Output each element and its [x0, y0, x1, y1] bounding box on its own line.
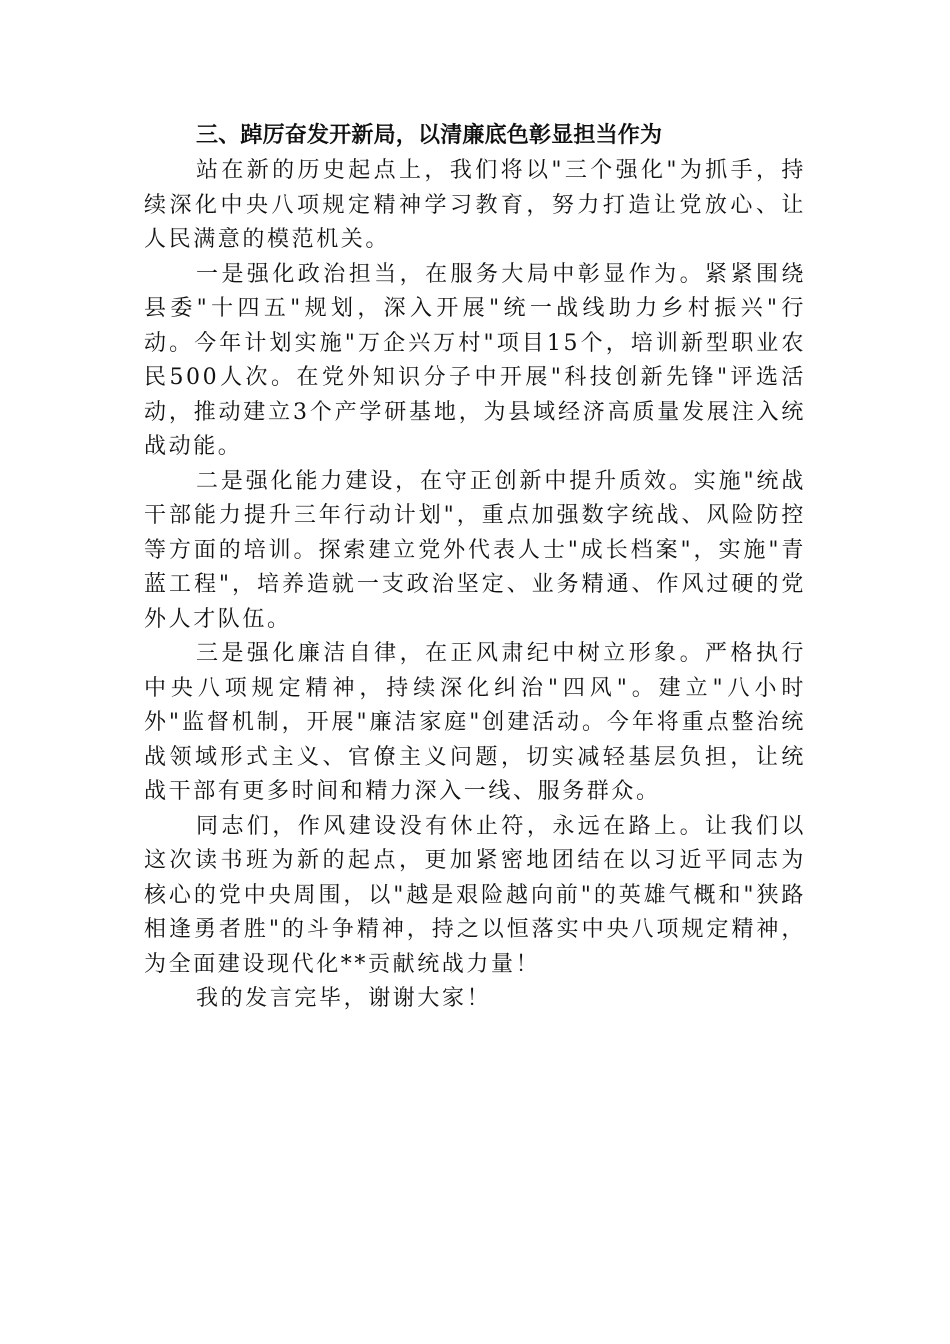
paragraph-thanks: 我的发言完毕，谢谢大家！ [196, 986, 492, 1011]
paragraph-capacity-building: 二是强化能力建设，在守正创新中提升质效。实施"统战干部能力提升三年行动计划"，重点加强数字统战、风险防控等方面的培训。探索建立党外代表人士"成长档案"，实施"青蓝工程"，培养造就一支政治坚定、业务精通、作风过硬的党外人才队伍。 [144, 468, 806, 632]
paragraph-closing-call: 同志们，作风建设没有休止符，永远在路上。让我们以这次读书班为新的起点，更加紧密地团结在以习近平同志为核心的党中央周围，以"越是艰险越向前"的英雄气概和"狭路相逢勇者胜"的斗争精神，持之以恒落实中央八项规定精神，为全面建设现代化**贡献统战力量！ [144, 813, 806, 977]
paragraph-integrity-discipline: 三是强化廉洁自律，在正风肃纪中树立形象。严格执行中央八项规定精神，持续深化纠治"四风"。建立"八小时外"监督机制，开展"廉洁家庭"创建活动。今年将重点整治统战领域形式主义、官僚主义问题，切实减轻基层负担，让统战干部有更多时间和精力深入一线、服务群众。 [144, 641, 806, 804]
paragraph-intro: 站在新的历史起点上，我们将以"三个强化"为抓手，持续深化中央八项规定精神学习教育，努力打造让党放心、让人民满意的模范机关。 [144, 158, 806, 252]
paragraph-political-responsibility: 一是强化政治担当，在服务大局中彰显作为。紧紧围绕县委"十四五"规划，深入开展"统一战线助力乡村振兴"行动。今年计划实施"万企兴万村"项目15个，培训新型职业农民500人次。在党外知识分子中开展"科技创新先锋"评选活动，推动建立3个产学研基地，为县域经济高质量发展注入统战动能。 [144, 261, 806, 459]
document-body [144, 118, 806, 1017]
section-heading: 三、踔厉奋发开新局，以清廉底色彰显担当作为 [196, 123, 663, 148]
